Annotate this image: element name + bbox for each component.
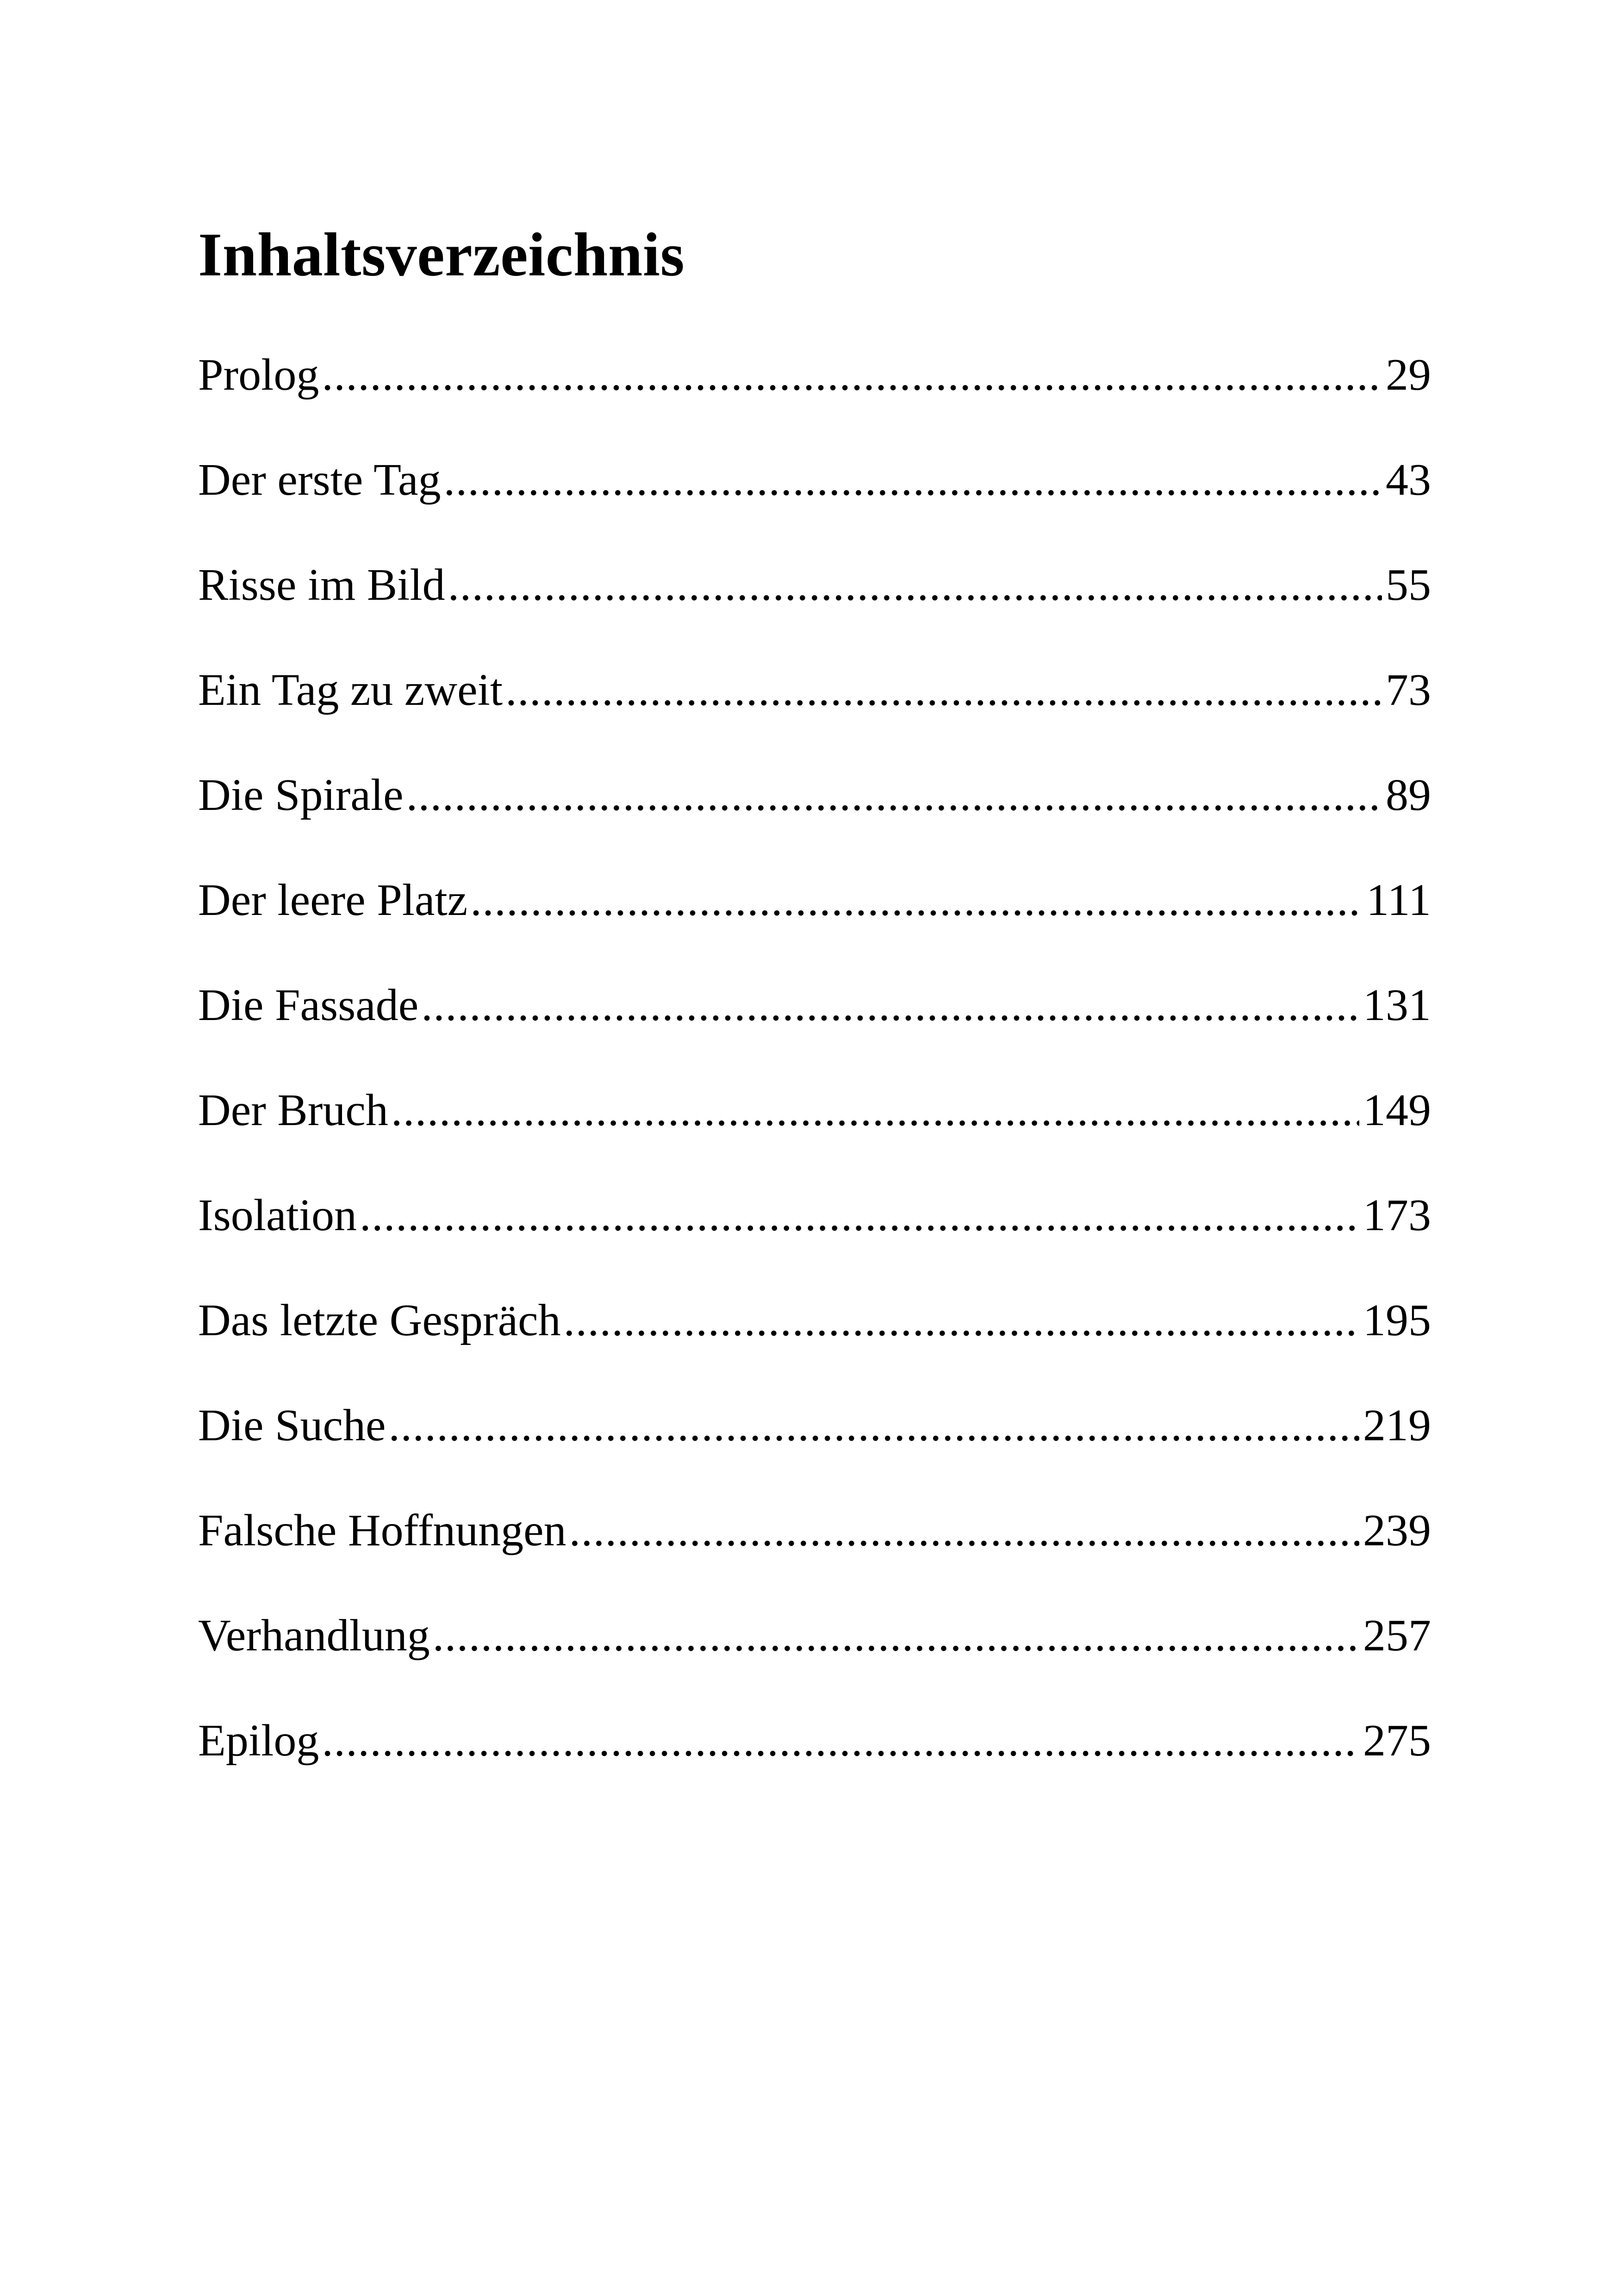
dot-leader [564,1283,1359,1357]
dot-leader [433,1599,1359,1673]
toc-entry-title: Das letzte Gespräch [198,1295,561,1345]
toc-entry-title: Falsche Hoffnungen [198,1506,566,1556]
toc-entry-title: Epilog [198,1716,319,1766]
toc-entry-prolog [198,338,1431,443]
toc-entry-title: Der leere Platz [198,875,468,925]
toc-entry-page-number: 173 [1363,1190,1431,1240]
toc-entry-title: Die Fassade [198,980,419,1030]
toc-entry-page-number: 149 [1363,1085,1431,1135]
toc-entry-page-number: 43 [1386,455,1431,505]
toc-entry-page-number: 73 [1386,665,1431,715]
toc-entry-title: Prolog [198,350,319,400]
toc-entry-der-erste-tag [198,443,1431,548]
toc-entry-page-number: 89 [1386,770,1431,820]
toc-entry-der-bruch [198,1073,1431,1178]
toc-entry-title: Ein Tag zu zweit [198,665,503,715]
dot-leader [360,1178,1359,1252]
dot-leader [421,968,1359,1042]
toc-entry-die-suche [198,1388,1431,1493]
table-of-contents [198,338,1431,1809]
toc-entry-risse-im-bild [198,548,1431,653]
toc-entry-die-spirale [198,758,1431,863]
toc-entry-isolation [198,1178,1431,1283]
toc-entry-title: Verhandlung [198,1611,430,1661]
toc-entry-title: Die Spirale [198,770,404,820]
dot-leader [322,1704,1359,1778]
toc-entry-title: Isolation [198,1190,357,1240]
toc-entry-page-number: 29 [1386,350,1431,400]
toc-entry-title: Der Bruch [198,1085,388,1135]
dot-leader [406,758,1382,832]
toc-entry-title: Der erste Tag [198,455,441,505]
toc-entry-page-number: 55 [1386,560,1431,610]
toc-entry-title: Risse im Bild [198,560,445,610]
toc-entry-epilog [198,1704,1431,1809]
dot-leader [470,863,1363,937]
dot-leader [448,548,1382,622]
page-title: Inhaltsverzeichnis [198,220,685,289]
toc-entry-die-fassade [198,968,1431,1073]
toc-entry-verhandlung [198,1599,1431,1704]
toc-entry-falsche-hoffnungen [198,1493,1431,1599]
toc-entry-ein-tag-zu-zweit [198,653,1431,758]
toc-entry-page-number: 131 [1363,980,1431,1030]
dot-leader [389,1388,1360,1462]
dot-leader [322,338,1382,412]
toc-entry-page-number: 275 [1363,1716,1431,1766]
toc-entry-page-number: 219 [1363,1400,1431,1450]
dot-leader [569,1493,1359,1568]
toc-entry-page-number: 239 [1363,1506,1431,1556]
dot-leader [391,1073,1359,1147]
toc-entry-page-number: 257 [1363,1611,1431,1661]
toc-entry-page-number: 111 [1366,875,1431,925]
dot-leader [505,653,1382,727]
toc-entry-page-number: 195 [1363,1295,1431,1345]
toc-entry-title: Die Suche [198,1400,386,1450]
dot-leader [444,443,1382,517]
toc-entry-das-letzte-gespraech [198,1283,1431,1388]
toc-entry-der-leere-platz [198,863,1431,968]
